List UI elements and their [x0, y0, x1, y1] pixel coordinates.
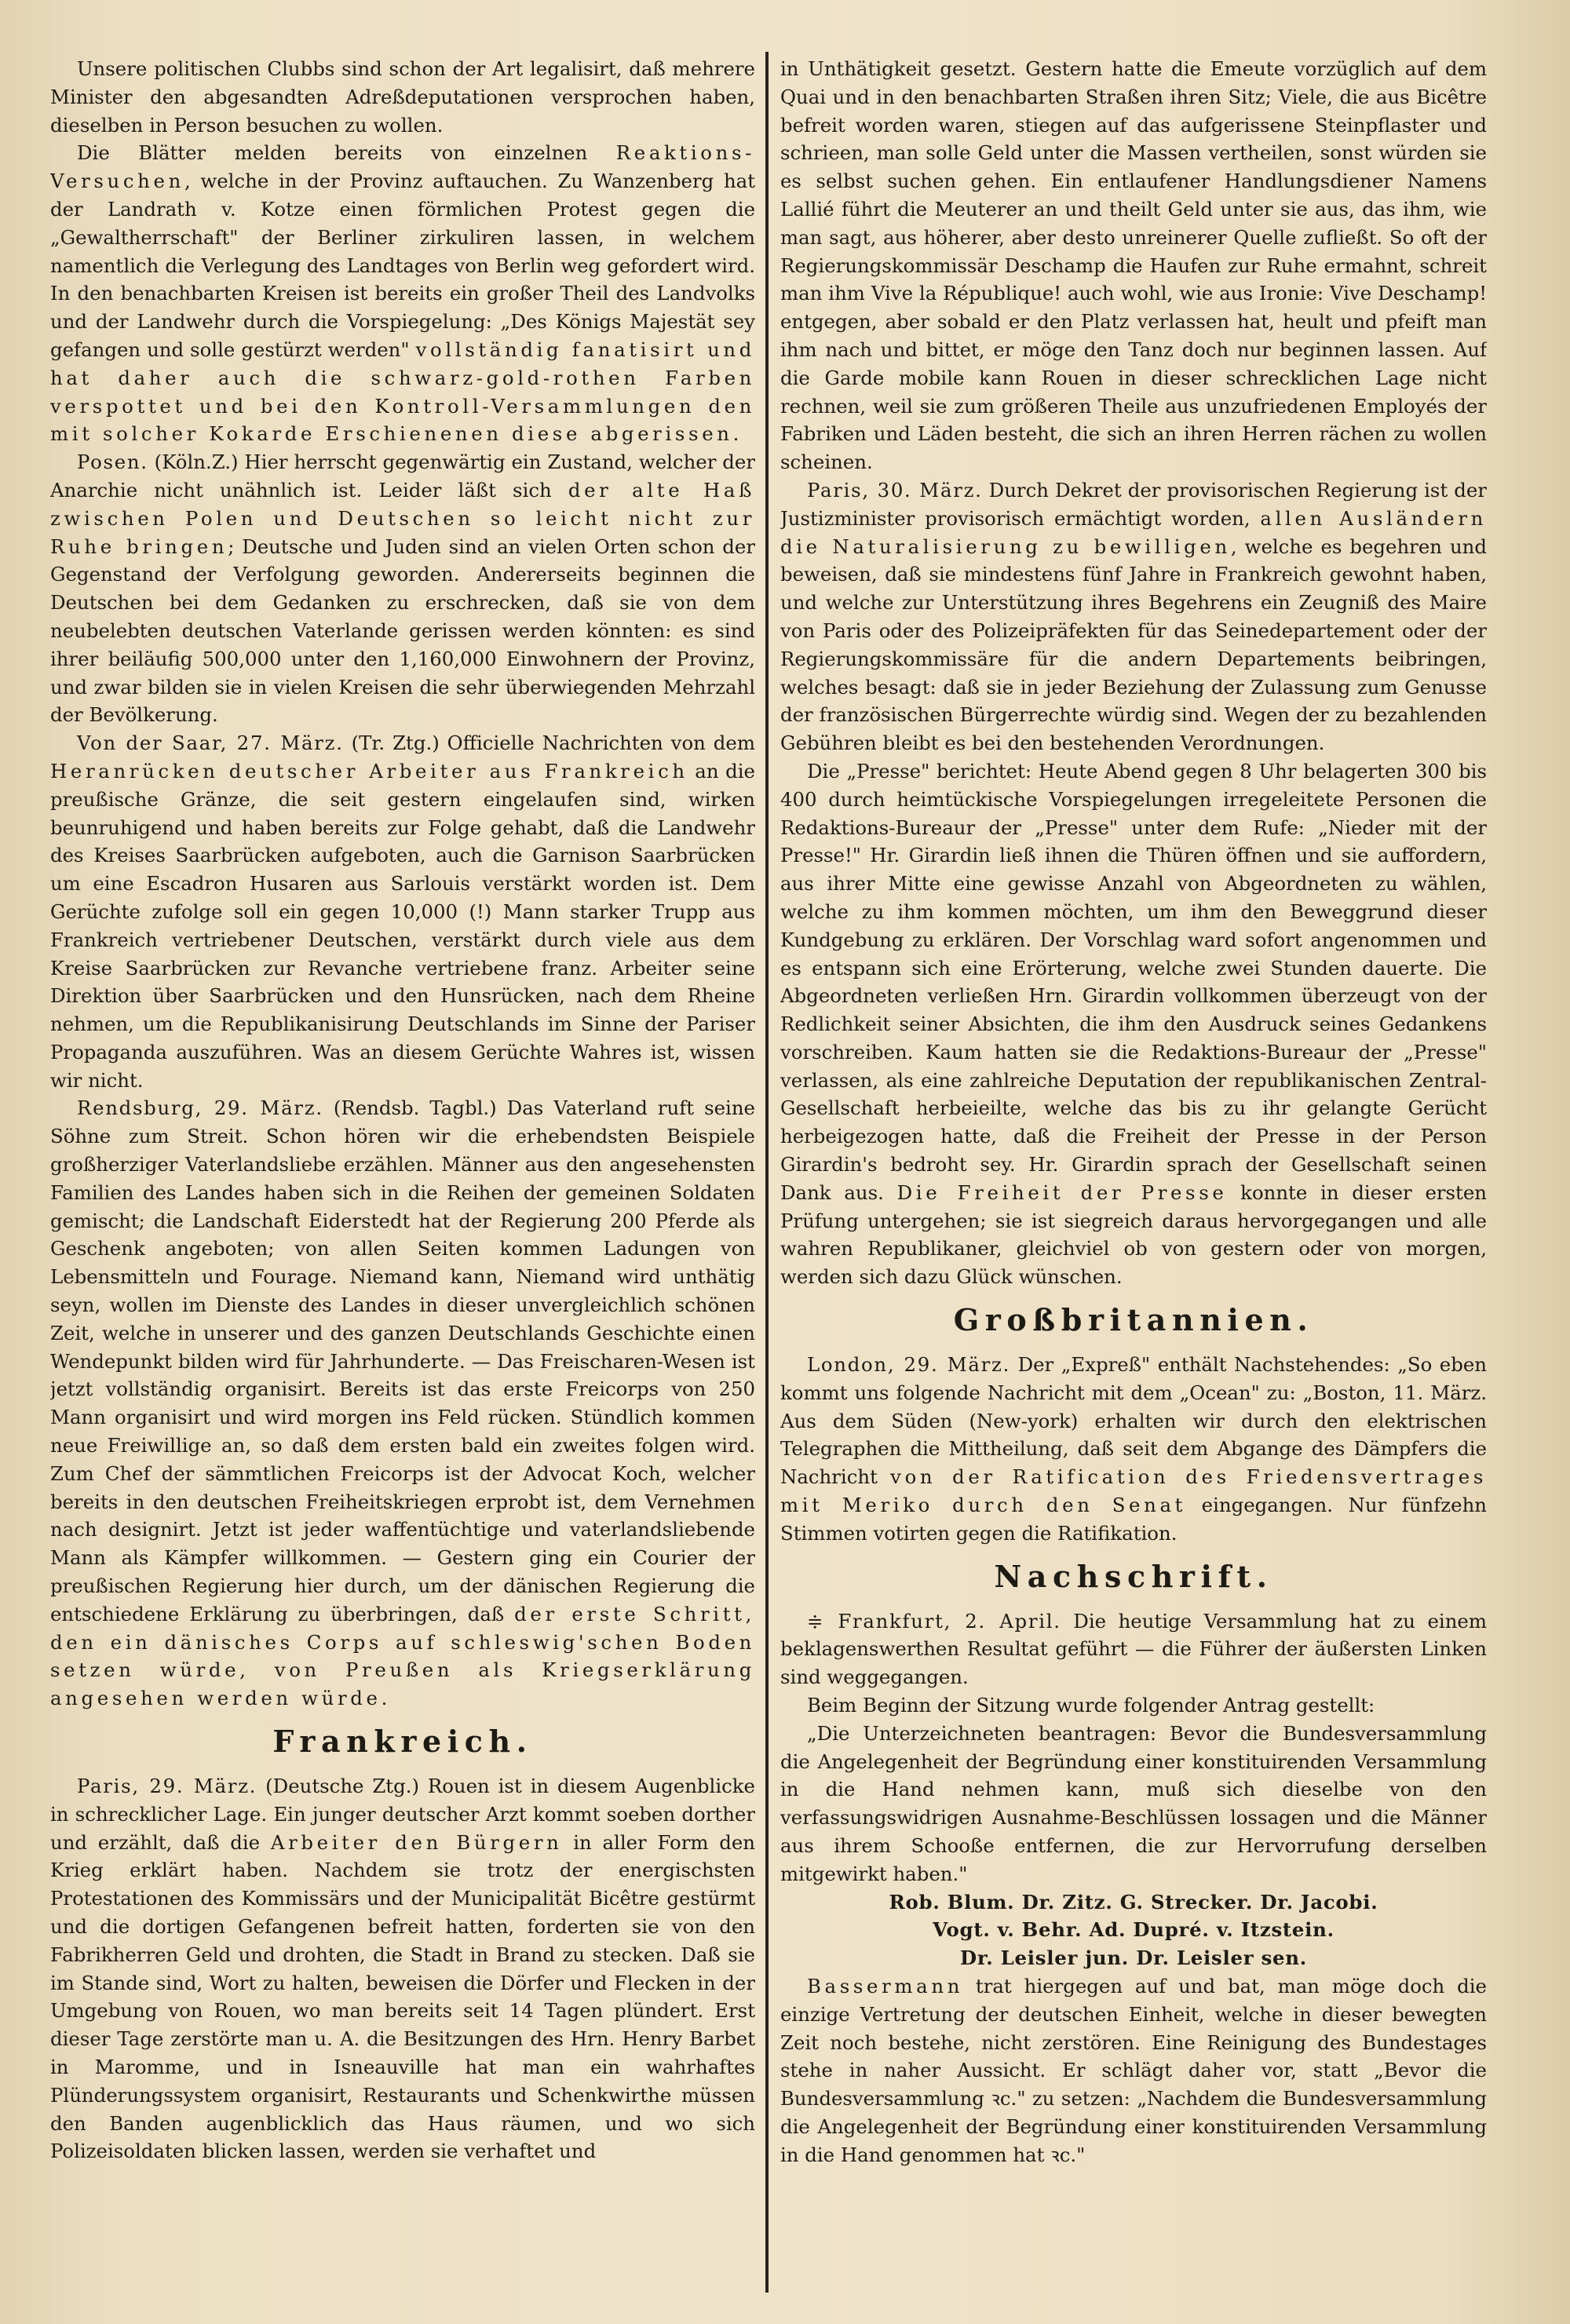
dateline: Paris, 30. März. [807, 478, 983, 502]
spaced-text: der alte Haß zwischen Polen und Deutschen so leicht nicht zur Ruhe bringen [50, 478, 755, 558]
section-heading-frankreich: Frankreich. [272, 1724, 533, 1760]
dateline: Paris, 29. März. [77, 1775, 257, 1798]
article-london: London, 29. März. Der „Expreß" enthält Nachstehendes: „So eben kommt uns folgende Nachricht mit dem „Ocean" zu: „Boston, 11. März. Aus dem Süden (New-york) erhalten wir durch den elektrischen Telegraphen die Mittheilung, daß seit dem Abgange des Dämpfers die Nachricht von der Ratification des Friedensvertrages mit Meriko durch den Senat eingegangen. Nur fünfzehn Stimmen votirten gegen die Ratifikation. [780, 1353, 1487, 1545]
section-heading-grossbritannien: Großbritannien. [953, 1302, 1314, 1338]
spaced-text: Arbeiter den Bürgern [270, 1830, 563, 1854]
column-divider [765, 52, 769, 2293]
article-frankfurt: ≑ Frankfurt, 2. April. Die heutige Versammlung hat zu einem beklagenswerthen Resultat geführt — die Führer der äußersten Linken sind weggegangen. [780, 1609, 1487, 1689]
article-reaktion: Die Blätter melden bereits von einzelnen Reaktions-Versuchen, welche in der Provinz auftauchen. Zu Wanzenberg hat der Landrath v. Kotze einen förmlichen Protest gegen die „Gewaltherrschaft" der Berliner zirkuliren lassen, in welchem namentlich die Verlegung des Landtages von Berlin weg gefordert wird. In den benachbarten Kreisen ist bereits ein großer Theil des Landvolks und der Landwehr durch die Vorspiegelung: „Des Königs Majestät sey gefangen und solle gestürzt werden" vollständig fanatisirt und hat daher auch die schwarz-gold-rothen Farben verspottet und bei den Kontroll-Versammlungen den mit solcher Kokarde Erschienenen diese abgerissen. [50, 141, 755, 446]
motion-text: „Die Unterzeichneten beantragen: Bevor die Bundesversammlung die Angelegenheit der Begründung einer konstituirenden Versammlung in die Hand nehmen kann, muß sich dieselbe von den verfassungswidrigen Ausnahme-Beschlüssen lossagen und die Männer aus ihrem Schooße entfernen, die zur Hervorrufung derselben mitgewirkt haben." [780, 1721, 1487, 1885]
article-bassermann: Bassermann trat hiergegen auf und bat, man möge doch die einzige Vertretung der deutschen Einheit, welche in dieser bewegten Zeit noch bestehe, nicht zerstören. Eine Reinigung des Bundestages stehe in naher Aussicht. Er schlägt daher vor, statt „Bevor die Bundesversammlung ꝛc." zu setzen: „Nachdem die Bundesversammlung die Angelegenheit der Begründung einer konstituirenden Versammlung in die Hand genommen hat ꝛc." [780, 1975, 1487, 2166]
dateline: Von der Saar, 27. März. [77, 731, 344, 755]
right-column [780, 55, 1487, 2280]
article-clubbs: Unsere politischen Clubbs sind schon der Art legalisirt, daß mehrere Minister den abgesandten Adreßdeputationen versprochen haben, dieselben in Person besuchen zu wollen. [50, 57, 755, 137]
article-saar: Von der Saar, 27. März. (Tr. Ztg.) Officielle Nachrichten von dem Heranrücken deutscher Arbeiter aus Frankreich an die preußische Gränze, die seit gestern eingelaufen sind, wirken beunruhigend und haben bereits zur Folge gehabt, daß die Landwehr des Kreises Saarbrücken aufgeboten, auch die Garnison Saarbrücken um eine Escadron Husaren aus Sarlouis verstärkt worden ist. Dem Gerüchte zufolge soll ein gegen 10,000 (!) Mann starker Trupp aus Frankreich vertriebener Deutschen, verstärkt durch viele aus dem Kreise Saarbrücken zur Revanche vertriebene franz. Arbeiter seine Direktion über Saarbrücken und den Hunsrücken, nach dem Rheine nehmen, um die Republikanisirung Deutschlands im Sinne der Pariser Propaganda auszuführen. Was an diesem Gerüchte Wahres ist, wissen wir nicht. [50, 731, 755, 1092]
signatories-line-1: Rob. Blum. Dr. Zitz. G. Strecker. Dr. Jacobi. [889, 1890, 1378, 1914]
dateline: London, 29. März. [807, 1353, 1011, 1377]
dateline: Rendsburg, 29. März. [77, 1096, 323, 1120]
spaced-text: Reaktions-Versuchen [50, 141, 755, 193]
article-paris-29: Paris, 29. März. (Deutsche Ztg.) Rouen ist in diesem Augenblicke in schrecklicher Lage. Ein junger deutscher Arzt kommt soeben dorther und erzählt, daß die Arbeiter den Bürgern in aller Form den Krieg erklärt haben. Nachdem sie trotz der energischsten Protestationen des Kommissärs und der Municipalität Bicêtre gestürmt und die dortigen Gefangenen befreit hatten, forderten sie von den Fabrikherren Geld und drohten, die Stadt in Brand zu stecken. Daß sie im Stande sind, Wort zu halten, beweisen die Dörfer und Flecken in der Umgebung von Rouen, wo man bereits seit 14 Tagen plündert. Erst dieser Tage zerstörte man u. A. die Besitzungen des Hrn. Henry Barbet in Maromme, und in Isneauville hat man ein wahrhaftes Plünderungssystem organisirt, Restaurants und Schenkwirthe müssen den Banden augenblicklich das Haus räumen, und wo sich Polizeisoldaten blicken lassen, werden sie verhaftet und [50, 1775, 755, 2163]
left-column [50, 55, 755, 2280]
spaced-text: Die Freiheit der Presse [896, 1180, 1228, 1204]
dateline: Posen. [77, 451, 148, 474]
signatories-line-3: Dr. Leisler jun. Dr. Leisler sen. [960, 1946, 1307, 1970]
section-heading-nachschrift: Nachschrift. [994, 1558, 1273, 1594]
spaced-text: vollständig fanatisirt und hat daher auch die schwarz-gold-rothen Farben verspottet und bei den Kontroll-Versammlungen den mit solcher Kokarde Erschienenen diese abgerissen. [50, 337, 755, 446]
spaced-text: allen Ausländern die Naturalisierung zu bewilligen [780, 506, 1487, 558]
signatories-line-2: Vogt. v. Behr. Ad. Dupré. v. Itzstein. [933, 1918, 1334, 1942]
article-paris-30: Paris, 30. März. Durch Dekret der provisorischen Regierung ist der Justizminister provisorisch ermächtigt worden, allen Ausländern die Naturalisierung zu bewilligen, welche es begehren und beweisen, daß sie mindestens fünf Jahre in Frankreich gewohnt haben, und welche zur Unterstützung ihres Begehrens ein Zeugniß des Maire von Paris oder des Polizeipräfekten für das Seinedepartement oder der Regierungskommissäre für die andern Departements beibringen, welches besagt: daß sie in jeder Beziehung der Zulassung zum Genusse der französischen Bürgerrechte würdig sind. Wegen der zu bezahlenden Gebühren bleibt es bei den bestehenden Verordnungen. [780, 478, 1487, 755]
article-presse: Die „Presse" berichtet: Heute Abend gegen 8 Uhr belagerten 300 bis 400 durch heimtückische Vorspiegelungen irregeleitete Personen die Redaktions-Bureaur der „Presse" unter dem Rufe: „Nieder mit der Presse!" Hr. Girardin ließ ihnen die Thüren öffnen und sie auffordern, aus ihrer Mitte eine gewisse Anzahl von Abgeordneten zu wählen, welche zu ihm kommen möchten, um ihm den Beweggrund dieser Kundgebung zu erklären. Der Vorschlag ward sofort angenommen und es entspann sich eine Erörterung, welche zwei Stunden dauerte. Die Abgeordneten verließen Hrn. Girardin vollkommen überzeugt von der Redlichkeit seiner Absichten, die ihm den Ausdruck seines Gedankens vorschreiben. Kaum hatten sie die Redaktions-Bureaur der „Presse" verlassen, als eine zahlreiche Deputation der republikanischen Zentral-Gesellschaft herbeieilte, welche das bis zu ihr gelangte Gerücht herbeigezogen hatte, daß die Freiheit der Presse in der Person Girardin's bedroht sey. Hr. Girardin sprach der Gesellschaft seinen Dank aus. Die Freiheit der Presse konnte in dieser ersten Prüfung untergehen; sie ist siegreich daraus hervorgegangen und alle wahren Republikaner, gleichviel ob von gestern oder von morgen, werden sich dazu Glück wünschen. [780, 759, 1487, 1289]
article-rouen-continued: in Unthätigkeit gesetzt. Gestern hatte die Emeute vorzüglich auf dem Quai und in den benachbarten Straßen ihren Sitz; Viele, die aus Bicêtre befreit worden waren, stiegen auf das aufgerissene Steinpflaster und schrieen, man solle Geld unter die Massen vertheilen, sonst würden sie es selbst suchen gehen. Ein entlaufener Handlungsdiener Namens Lallié führt die Meuterer an und theilt Geld unter sie aus, das ihm, wie man sagt, aus höherer, aber desto unreinerer Quelle zufließt. So oft der Regierungskommissär Deschamp die Haufen zur Ruhe ermahnt, schreit man ihm Vive la République! auch wohl, wie aus Ironie: Vive Deschamp! entgegen, aber sobald er den Platz verlassen hat, heult und pfeift man ihm nach und bittet, er möge den Tanz doch nur beginnen lassen. Auf die Garde mobile kann Rouen in dieser schrecklichen Lage nicht rechnen, weil sie zum größeren Theile aus unzufriedenen Employés der Fabriken und Läden besteht, die sich an ihren Herren rächen zu wollen scheinen. [780, 57, 1487, 474]
article-rendsburg: Rendsburg, 29. März. (Rendsb. Tagbl.) Das Vaterland ruft seine Söhne zum Streit. Schon hören wir die erhebendsten Beispiele großherziger Vaterlandsliebe erzählen. Männer aus den angesehensten Familien des Landes haben sich in die Reihen der gemeinen Soldaten gemischt; die Landschaft Eiderstedt hat der Regierung 200 Pferde als Geschenk angeboten; von allen Seiten kommen Ladungen von Lebensmitteln und Fourage. Niemand kann, Niemand wird unthätig seyn, wollen im Dienste des Landes in dieser unvergleichlich schönen Zeit, welche in unserer und des ganzen Deutschlands Geschichte einen Wendepunkt bilden wird für Jahrhunderte. — Das Freischaren-Wesen ist jetzt vollständig organisirt. Bereits ist das erste Freicorps von 250 Mann organisirt und wird morgen ins Feld rücken. Stündlich kommen neue Freiwillige an, so daß dem ersten bald ein zweites folgen wird. Zum Chef der sämmtlichen Freicorps ist der Advocat Koch, welcher bereits in den deutschen Freiheitskriegen erprobt ist, dem Vernehmen nach designirt. Jetzt ist jeder waffentüchtige und vaterlandsliebende Mann als Kämpfer willkommen. — Gestern ging ein Courier der preußischen Regierung hier durch, um der dänischen Regierung die entschiedene Erklärung zu überbringen, daß der erste Schritt, den ein dänisches Corps auf schleswig'schen Boden setzen würde, von Preußen als Kriegserklärung angesehen werden würde. [50, 1096, 755, 1710]
dateline: ≑ Frankfurt, 2. April. [807, 1609, 1061, 1633]
spaced-text: der erste Schritt, den ein dänisches Corps auf schleswig'schen Boden setzen würde, von Preußen als Kriegserklärung angesehen werden würde. [50, 1602, 755, 1710]
spaced-text: Heranrücken deutscher Arbeiter aus Frankreich [50, 759, 688, 783]
article-posen: Posen. (Köln.Z.) Hier herrscht gegenwärtig ein Zustand, welcher der Anarchie nicht unähnlich ist. Leider läßt sich der alte Haß zwischen Polen und Deutschen so leicht nicht zur Ruhe bringen; Deutsche und Juden sind an vielen Orten schon der Gegenstand der Verfolgung geworden. Andererseits beginnen die Deutschen bei dem Gedanken zu erschrecken, daß sie von dem neubelebten deutschen Vaterlande gerissen werden könnten: es sind ihrer beiläufig 500,000 unter den 1,160,000 Einwohnern der Provinz, und zwar bilden sie in vielen Kreisen die sehr überwiegenden Mehrzahl der Bevölkerung. [50, 451, 755, 727]
motion-intro: Beim Beginn der Sitzung wurde folgender Antrag gestellt: [807, 1694, 1375, 1717]
spaced-text: Bassermann [807, 1975, 964, 1997]
spaced-text: von der Ratification des Friedensvertrages mit Meriko durch den Senat [780, 1465, 1487, 1517]
